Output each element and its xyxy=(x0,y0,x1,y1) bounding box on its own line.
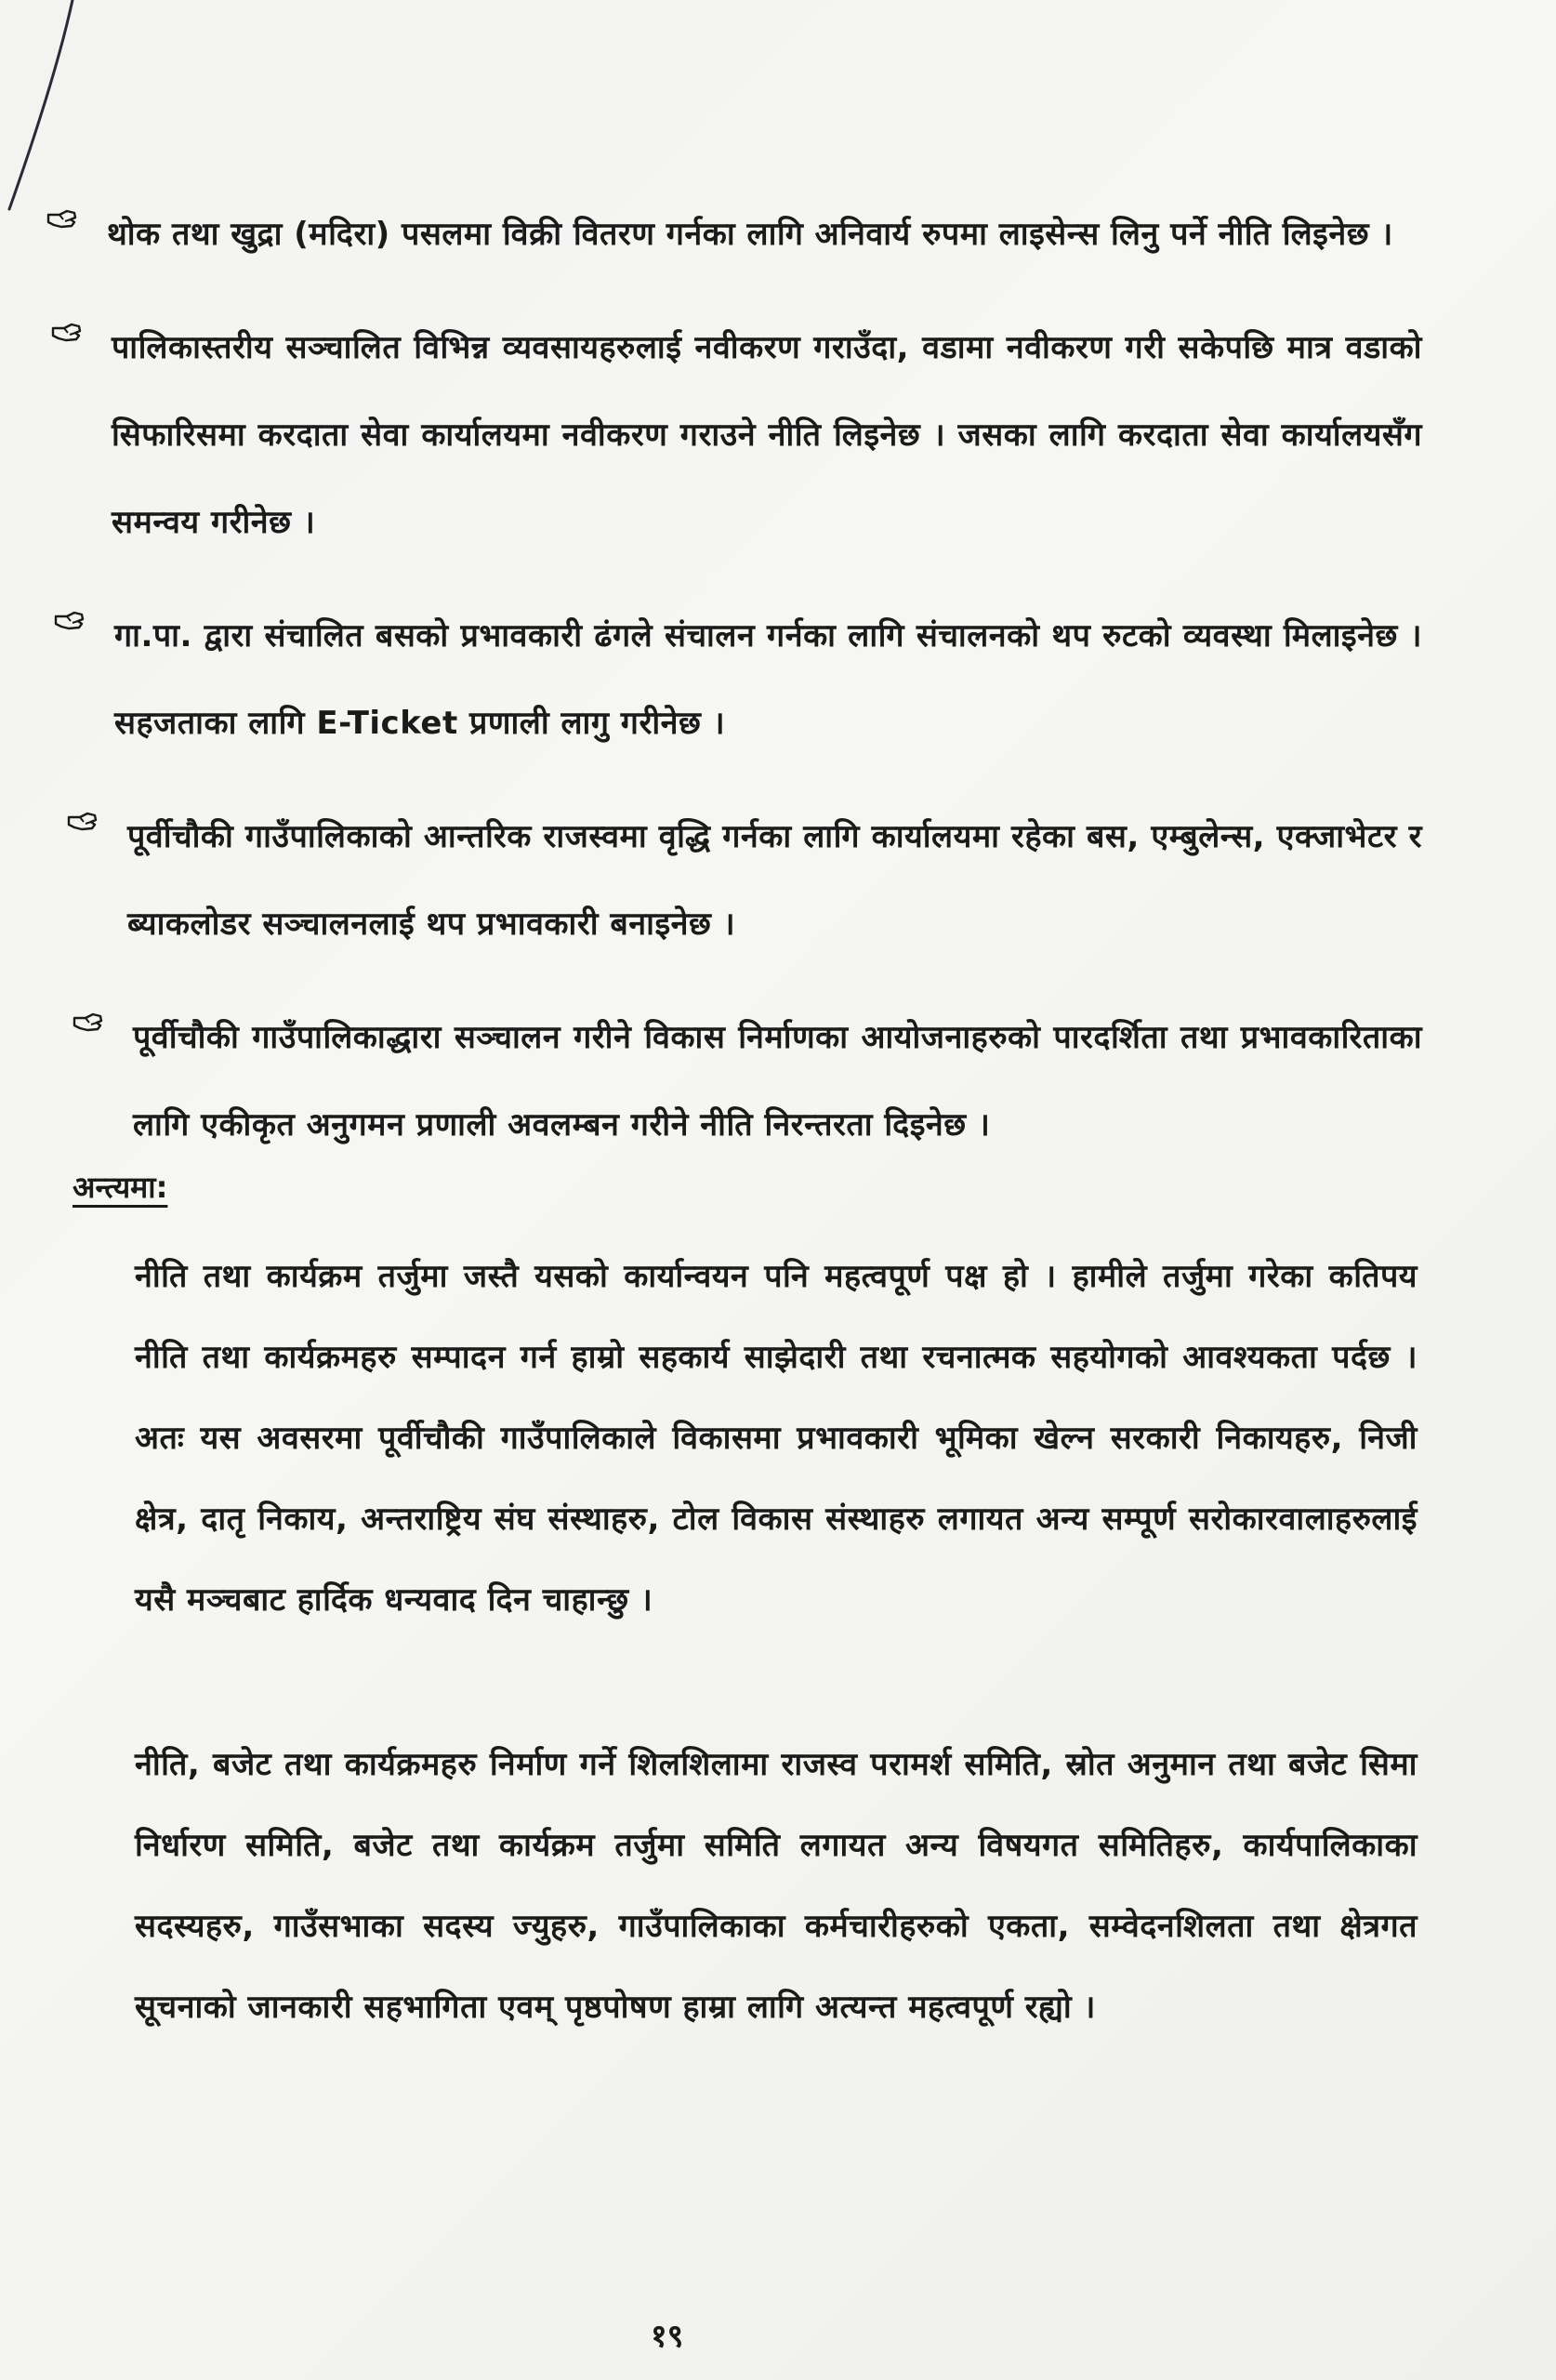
pointing-hand-icon xyxy=(73,1011,104,1033)
closing-paragraph-acknowledgement: नीति, बजेट तथा कार्यक्रमहरु निर्माण गर्ने शिलशिलामा राजस्व परामर्श समिति, स्रोत अनुमान तथा बजेट सिमा निर्धारण समिति, बजेट तथा कार्यक्रम तर्जुमा समिति लगायत अन्य विषयगत समितिहरु, कार्यपालिकाका सदस्यहरु, गाउँसभाका सदस्य ज्युहरु, गाउँपालिकाका कर्मचारीहरुको एकता, सम्वेदनशिलता तथा क्षेत्रगत सूचनाको जानकारी सहभागिता एवम् पृष्ठपोषण हाम्रा लागि अत्यन्त महत्वपूर्ण रह्यो । xyxy=(135,1746,1418,2026)
pointing-hand-icon xyxy=(54,609,86,631)
bullet-text: पालिकास्तरीय सञ्चालित विभिन्न व्यवसायहरुलाई नवीकरण गराउँदा, वडामा नवीकरण गरी सकेपछि मात्र वडाको सिफारिसमा करदाता सेवा कार्यालयमा नवीकरण गराउने नीति लिइनेछ । जसका लागि करदाता सेवा कार्यालयसँग समन्वय गरीनेछ । xyxy=(112,329,1422,541)
policy-bullet-item xyxy=(46,191,1422,278)
bullet-text: गा.पा. द्वारा संचालित बसको प्रभावकारी ढंगले संचालन गर्नका लागि संचालनको थप रुटको व्यवस्था मिलाइनेछ । सहजताका लागि E-Ticket प्रणाली लागु गरीनेछ । xyxy=(114,617,1422,742)
bullet-text: थोक तथा खुद्रा (मदिरा) पसलमा विक्री वितरण गर्नका लागि अनिवार्य रुपमा लाइसेन्स लिनु पर्ने नीति लिइनेछ । xyxy=(107,216,1393,253)
policy-bullet-item xyxy=(73,994,1422,1169)
policy-bullet-item xyxy=(67,793,1422,968)
bullet-text: पूर्वीचौकी गाउँपालिकाको आन्तरिक राजस्वमा वृद्धि गर्नका लागि कार्यालयमा रहेका बस, एम्बुलेन्स, एक्जाभेटर र ब्याकलोडर सञ्चालनलाई थप प्रभावकारी बनाइनेछ । xyxy=(127,818,1422,943)
pointing-hand-icon xyxy=(51,321,83,343)
policy-bullet-item xyxy=(54,592,1422,767)
bullet-text: पूर्वीचौकी गाउँपालिकाद्धारा सञ्चालन गरीने विकास निर्माणका आयोजनाहरुको पारदर्शिता तथा प्रभावकारिताका लागि एकीकृत अनुगमन प्रणाली अवलम्बन गरीने नीति निरन्तरता दिइनेछ । xyxy=(133,1019,1422,1144)
policy-bullet-list xyxy=(46,191,1422,1195)
closing-paragraph-thanks: नीति तथा कार्यक्रम तर्जुमा जस्तै यसको कार्यान्वयन पनि महत्वपूर्ण पक्ष हो । हामीले तर्जुमा गरेका कतिपय नीति तथा कार्यक्रमहरु सम्पादन गर्न हाम्रो सहकार्य साझेदारी तथा रचनात्मक सहयोगको आवश्यकता पर्दछ । अतः यस अवसरमा पूर्वीचौकी गाउँपालिकाले विकासमा प्रभावकारी भूमिका खेल्न सरकारी निकायहरु, निजी क्षेत्र, दातृ निकाय, अन्तराष्ट्रिय संघ संस्थाहरु, टोल विकास संस्थाहरु लगायत अन्य सम्पूर्ण सरोकारवालाहरुलाई यसै मञ्चबाट हार्दिक धन्यवाद दिन चाहान्छु । xyxy=(135,1258,1418,1619)
policy-bullet-item xyxy=(51,304,1422,566)
closing-heading: अन्त्यमा: xyxy=(73,1170,168,1205)
pointing-hand-icon xyxy=(67,810,99,832)
page-number: १९ xyxy=(651,2318,684,2355)
pointing-hand-icon xyxy=(46,207,78,230)
